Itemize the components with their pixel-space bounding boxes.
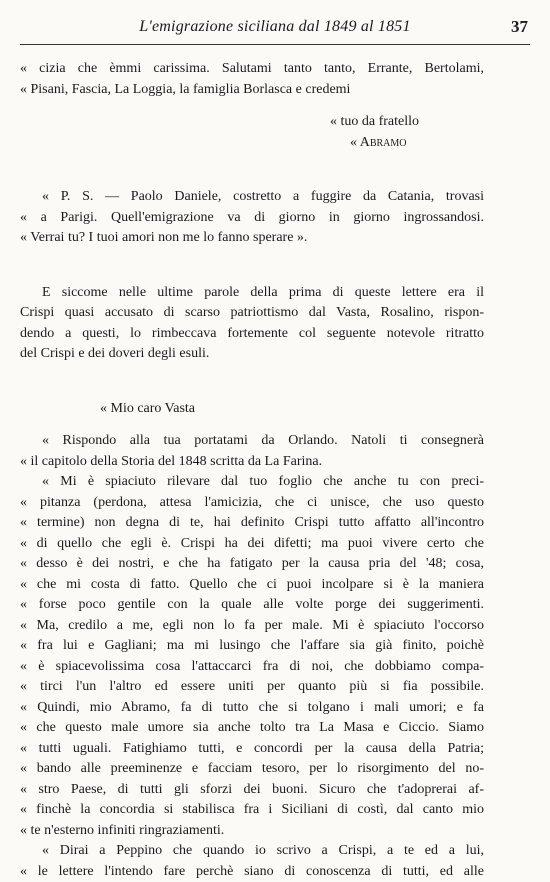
text-line: « cizia che èmmi carissima. Salutami tanto tanto, Errante, Bertolami,: [20, 59, 484, 80]
text-line: dendo a questi, lo rimbeccava fortemente col seguente notevole ritratto: [20, 324, 484, 345]
text-line: « desso è dei nostri, e che ha fatigato per la causa pria del '48; cosa,: [20, 554, 484, 575]
text-line: « bando alle preeminenze e facciam tesoro, per lo risorgimento del no-: [20, 759, 484, 780]
text-line: « stro Paese, di tutti gli sforzi dei buoni. Sicuro che t'adoprerai af-: [20, 780, 484, 801]
signature: « Abramo: [20, 133, 484, 154]
letter-closing-block: [20, 59, 484, 153]
text-line: « Rispondo alla tua portatami da Orlando. Natoli ti consegnerà: [20, 431, 484, 452]
postscript: [20, 187, 484, 249]
text-line: « è spiacevolissima cosa l'attaccarci fra di noi, che dobbiamo compa-: [20, 657, 484, 678]
text-line: « le lettere l'intendo fare perchè siano di conoscenza di tutti, ed alle: [20, 862, 484, 882]
page-number: 37: [511, 17, 528, 37]
text-line: « Quindi, mio Abramo, fa di tutto che si tolgano i mali umori; e fa: [20, 698, 484, 719]
page-body: [20, 59, 484, 882]
text-line: « pitanza (perdona, attesa l'amicizia, che ci unisce, che uso questo: [20, 493, 484, 514]
closing-line: « tuo da fratello: [20, 112, 484, 133]
text-line: « Ma, credilo a me, egli non lo fa per male. Mi è spiaciuto l'occorso: [20, 616, 484, 637]
text-line: « che questo male umore sia anche tolto tra La Masa e Ciccio. Siamo: [20, 718, 484, 739]
text-line: « Pisani, Fascia, La Loggia, la famiglia Borlasca e credemi: [20, 80, 484, 101]
text-line: « il capitolo della Storia del 1848 scritta da La Farina.: [20, 452, 484, 473]
text-line: « di quello che egli è. Crispi ha dei difetti; ma puoi vivere certo che: [20, 534, 484, 555]
text-line: « fra lui e Gagliani; ma mi lusingo che l'affare sia già finito, poichè: [20, 636, 484, 657]
text-line: « che mi costa di fatto. Quello che ci puoi incolpare si è la maniera: [20, 575, 484, 596]
text-line: « finchè la concordia si stabilisca fra i Siciliani di costì, dal canto mio: [20, 800, 484, 821]
text-line: « forse poco gentile con la quale alle volte porge dei suggerimenti.: [20, 595, 484, 616]
text-line: « P. S. — Paolo Daniele, costretto a fuggire da Catania, trovasi: [20, 187, 484, 208]
text-line: « Dirai a Peppino che quando io scrivo a Crispi, a te ed a lui,: [20, 841, 484, 862]
running-title: L'emigrazione siciliana dal 1849 al 1851: [0, 18, 550, 36]
text-line: « termine) non degna di te, hai definito Crispi tutto affatto all'incontro: [20, 513, 484, 534]
text-line: E siccome nelle ultime parole della prima di queste lettere era il: [20, 283, 484, 304]
text-line: « Verrai tu? I tuoi amori non me lo fanno sperare ».: [20, 228, 484, 249]
running-header: [0, 14, 550, 38]
second-letter: [20, 399, 484, 882]
text-line: « Mi è spiaciuto rilevare dal tuo foglio che anche tu con preci-: [20, 472, 484, 493]
text-line: Crispi quasi accusato di scarso patriottismo dal Vasta, Rosalino, rispon-: [20, 303, 484, 324]
text-line: del Crispi e dei doveri degli esuli.: [20, 344, 484, 365]
text-line: « tutti uguali. Fatighiamo tutti, e concordi per la causa della Patria;: [20, 739, 484, 760]
text-line: « a Parigi. Quell'emigrazione va di giorno in giorno ingrossandosi.: [20, 208, 484, 229]
text-line: « tirci l'un l'altro ed essere uniti per quanto più si fia possibile.: [20, 677, 484, 698]
text-line: « te n'esterno infiniti ringraziamenti.: [20, 821, 484, 842]
salutation: « Mio caro Vasta: [20, 399, 484, 420]
header-rule: [20, 44, 530, 45]
narrative-paragraph: [20, 283, 484, 365]
